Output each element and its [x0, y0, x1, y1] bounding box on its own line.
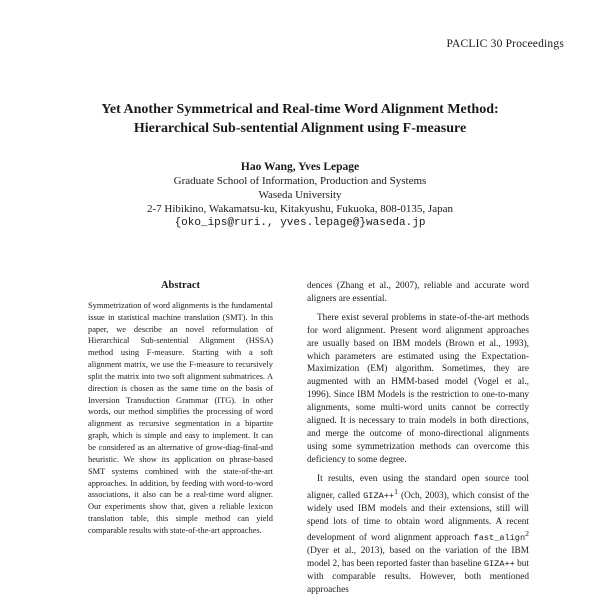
author-affiliation: Graduate School of Information, Production and Systems — [173, 175, 427, 187]
title-line-2: Hierarchical Sub-sentential Alignment using F-measure — [133, 121, 467, 136]
title-line-1: Yet Another Symmetrical and Real-time Word Alignment Method: — [101, 102, 499, 117]
p3-part-c: (Dyer et al., 2013), based on the variation of the IBM model 2, has been reported faster than baseline — [307, 546, 529, 570]
body-paragraph-3 — [307, 473, 529, 597]
footnote-mark-1[interactable]: 1 — [394, 486, 398, 496]
giza-tool-name: GIZA++ — [363, 490, 395, 501]
author-names: Hao Wang, Yves Lepage — [240, 161, 360, 173]
giza-tool-name-2: GIZA++ — [483, 559, 515, 570]
author-email[interactable]: {oko_ips@ruri., yves.lepage@}waseda.jp — [174, 217, 426, 229]
body-column — [307, 280, 529, 603]
p3-part-b: (Och, 2003), which consist of the widely used IBM models and their extensions, still will spend lots of time to obtain word alignments. A recent development of word alignment approach — [307, 490, 529, 544]
p3-part-a: It results, even using the standard open source tool aligner, called — [307, 473, 529, 501]
body-paragraph-2: There exist several problems in state-of-the-art methods for word alignment. Present word alignment approaches are usually based on IBM models (Brown et al., 1993), which parameters are estimated using the Expectation-Maximization (EM) algorithm. Sometimes, they are augmented with an HMM-based model (Vogel et al., 1996). Since IBM Models is the restriction to one-to-many alignments, some multi-word units cannot be correctly aligned. It is necessary to train models in both directions, and merge the outcome of mono-directional alignments using some symmetrization methods can overcome this deficiency to some degree. — [307, 312, 529, 465]
p3-part-d: but with comparable results. However, both mentioned approaches — [307, 559, 530, 596]
abstract-heading: Abstract — [160, 280, 201, 291]
author-address: 2-7 Hibikino, Wakamatsu-ku, Kitakyushu, Fukuoka, 808-0135, Japan — [147, 203, 453, 215]
proceedings-header: PACLIC 30 Proceedings — [446, 38, 564, 50]
abstract-text: Symmetrization of word alignments is the fundamental issue in statistical machine translation (SMT). In this paper, we describe an novel reformulation of Hierarchical Sub-sentential Alignment (HSSA) method using F-measure. Starting with a soft alignment matrix, we use the F-measure to recursively split the matrix into two soft alignment submatrices. A direction is chosen as the same time on the basis of Inversion Transduction Grammar (ITG). In other words, our method simplifies the processing of word alignment as recursive segmentation in a bipartite graph, which is simple and easy to implement. It can be considered as an alternative of grow-diag-final-and heuristic. We show its application on phrase-based SMT systems combined with the state-of-the-art approaches. In addition, by feeding with word-to-word associations, it also can be a real-time word aligner. Our experiments show that, given a reliable lexicon translation table, this simple method can yield comparable results with state-of-the-art approaches. — [88, 300, 273, 535]
author-university: Waseda University — [258, 189, 342, 201]
body-paragraph-1: dences (Zhang et al., 2007), reliable and accurate word aligners are essential. — [307, 281, 529, 304]
abstract-column — [88, 280, 273, 537]
footnote-mark-2[interactable]: 2 — [525, 529, 529, 539]
paper-title — [40, 100, 560, 138]
fastalign-tool-name: fast_align — [473, 533, 526, 544]
author-block — [60, 160, 540, 230]
